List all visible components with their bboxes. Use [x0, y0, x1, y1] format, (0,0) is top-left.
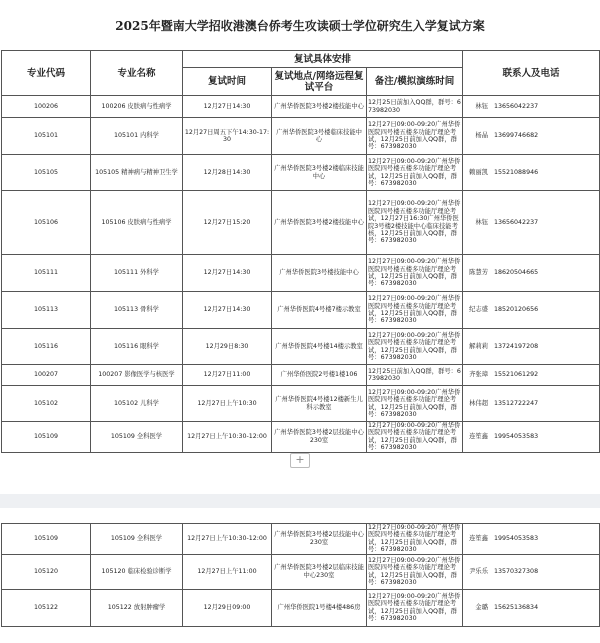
contact-name: 尹乐乐 — [469, 567, 488, 575]
table-body — [2, 96, 600, 453]
table-row — [2, 155, 600, 191]
cell-code: 105101 — [2, 118, 91, 155]
cell-contact — [463, 422, 600, 453]
contact-name: 连笙鑫 — [469, 535, 488, 543]
table-row — [2, 96, 600, 118]
contact-phone: 15521088946 — [494, 168, 539, 176]
table-row — [2, 589, 600, 626]
header-code: 专业代码 — [2, 51, 91, 96]
cell-code: 105122 — [2, 589, 91, 626]
contact-name: 纪志盛 — [469, 306, 489, 314]
cell-note: 12月27日09:00-09:20广州华侨医院四号楼五楼多功能厅理论考试，12月25日前加入QQ群，群号：673982030 — [367, 118, 463, 155]
cell-code: 105102 — [2, 386, 91, 422]
cell-note: 12月25日前加入QQ群，群号：673982030 — [367, 365, 463, 386]
cell-contact — [463, 554, 600, 589]
cell-code: 105120 — [2, 554, 91, 589]
cell-note: 12月27日09:00-09:20广州华侨医院四号楼五楼多功能厅理论考试，12月25日前加入QQ群，群号：673982030 — [367, 524, 463, 555]
contact-phone: 18620504665 — [494, 269, 539, 277]
cell-note: 12月27日09:00-09:20广州华侨医院四号楼五楼多功能厅理论考试，12月25日前加入QQ群，群号：673982030 — [367, 255, 463, 292]
cell-time: 12月27日14:30 — [183, 96, 272, 118]
cell-contact — [463, 524, 600, 555]
cell-time: 12月27日上午11:00 — [183, 554, 272, 589]
contact-phone: 15521061292 — [494, 371, 539, 379]
cell-time: 12月27日15:20 — [183, 191, 272, 255]
cell-time: 12月28日14:30 — [183, 155, 272, 191]
cell-code: 100207 — [2, 365, 91, 386]
cell-location: 广州华侨医院1号楼4楼486房 — [272, 589, 367, 626]
cell-time: 12月27日11:00 — [183, 365, 272, 386]
contact-name: 齐张璋 — [469, 371, 489, 379]
cell-location: 广州华侨医院3号楼2层技能中心230室 — [272, 422, 367, 453]
cell-code: 105106 — [2, 191, 91, 255]
cell-location: 广州华侨医院4号楼12楼新生儿科示教室 — [272, 386, 367, 422]
cell-major: 100206 皮肤病与性病学 — [91, 96, 183, 118]
cell-location: 广州华侨医院3号楼2楼技能中心 — [272, 191, 367, 255]
cell-location: 广州华侨医院3号楼2楼临床技能中心 — [272, 155, 367, 191]
cell-contact — [463, 365, 600, 386]
cell-contact — [463, 589, 600, 626]
cell-contact — [463, 191, 600, 255]
cell-location: 广州华侨医院4号楼14楼示教室 — [272, 329, 367, 365]
cell-note: 12月27日09:00-09:20广州华侨医院四号楼五楼多功能厅理论考试，12月25日前加入QQ群，群号：673982030 — [367, 292, 463, 329]
cell-major: 105102 儿科学 — [91, 386, 183, 422]
cell-time: 12月27日上午10:30 — [183, 386, 272, 422]
table-row — [2, 365, 600, 386]
table-row — [2, 292, 600, 329]
contact-name: 陈慧芳 — [469, 269, 489, 277]
cell-contact — [463, 118, 600, 155]
contact-phone: 19954053583 — [494, 433, 539, 441]
table-row — [2, 118, 600, 155]
cell-code: 105109 — [2, 524, 91, 555]
contact-phone: 13656042237 — [494, 218, 539, 226]
cell-time: 12月27日周五下午14:30-17:30 — [183, 118, 272, 155]
contact-phone: 13512722247 — [494, 399, 539, 407]
header-time: 复试时间 — [183, 68, 272, 96]
table-body-continued — [2, 524, 600, 627]
cell-location: 广州华侨医院3号楼临床技能中心 — [272, 118, 367, 155]
cell-contact — [463, 329, 600, 365]
cell-note: 12月27日09:00-09:20广州华侨医院四号楼五楼多功能厅理论考试，12月25日前加入QQ群，群号：673982030 — [367, 422, 463, 453]
cell-major: 105113 骨科学 — [91, 292, 183, 329]
contact-name: 林钰 — [475, 102, 489, 110]
cell-location: 广州华侨医院3号楼2楼技能中心 — [272, 96, 367, 118]
table-row — [2, 329, 600, 365]
contact-phone: 13570327308 — [494, 567, 539, 575]
cell-time: 12月27日上午10:30-12:00 — [183, 422, 272, 453]
table-row — [2, 422, 600, 453]
cell-note: 12月27日09:00-09:20广州华侨医院四号楼五楼多功能厅理论考试，12月25日前加入QQ群，群号：673982030 — [367, 386, 463, 422]
cell-note: 12月27日09:00-09:20广州华侨医院四号楼五楼多功能厅理论考试，12月25日前加入QQ群，群号：673982030 — [367, 589, 463, 626]
contact-phone: 18520120656 — [494, 306, 539, 314]
cell-contact — [463, 155, 600, 191]
contact-phone: 15625136834 — [494, 603, 539, 611]
contact-name: 杨晶 — [475, 132, 489, 140]
cell-note: 12月27日09:00-09:20广州华侨医院四号楼五楼多功能厅理论考试，12月25日前加入QQ群，群号：673982030 — [367, 554, 463, 589]
cell-major: 105106 皮肤病与性病学 — [91, 191, 183, 255]
exam-schedule-table — [1, 50, 600, 453]
cell-time: 12月27日14:30 — [183, 292, 272, 329]
add-row-button[interactable]: + — [290, 453, 310, 468]
cell-contact — [463, 96, 600, 118]
cell-note: 12月27日09:00-09:20广州华侨医院四号楼五楼多功能厅理论考试，12月25日前加入QQ群，群号：673982030 — [367, 329, 463, 365]
cell-location: 广州华侨医院3号楼技能中心 — [272, 255, 367, 292]
cell-note: 12月25日前加入QQ群，群号：673982030 — [367, 96, 463, 118]
cell-major: 105105 精神病与精神卫生学 — [91, 155, 183, 191]
cell-location: 广州华侨医院3号楼2层临床技能中心230室 — [272, 554, 367, 589]
contact-name: 林钰 — [475, 218, 489, 226]
header-arrangement: 复试具体安排 — [183, 51, 463, 68]
cell-code: 105109 — [2, 422, 91, 453]
cell-note: 12月27日09:00-09:20广州华侨医院四号楼五楼多功能厅理论考试，12月25日前加入QQ群，群号：673982030 — [367, 155, 463, 191]
cell-major: 100207 影像医学与核医学 — [91, 365, 183, 386]
contact-phone: 19954053583 — [494, 535, 539, 543]
header-major: 专业名称 — [91, 51, 183, 96]
cell-contact — [463, 386, 600, 422]
cell-code: 105113 — [2, 292, 91, 329]
header-note: 备注/模拟演练时间 — [367, 68, 463, 96]
contact-phone: 13724197208 — [494, 342, 539, 350]
cell-major: 105101 内科学 — [91, 118, 183, 155]
cell-major: 105111 外科学 — [91, 255, 183, 292]
contact-phone: 13699746682 — [494, 132, 539, 140]
cell-code: 105116 — [2, 329, 91, 365]
page-break — [0, 494, 600, 508]
cell-location: 广州华侨医院4号楼7楼示教室 — [272, 292, 367, 329]
table-row — [2, 524, 600, 555]
cell-major: 105120 临床检验诊断学 — [91, 554, 183, 589]
header-contact: 联系人及电话 — [463, 51, 600, 96]
cell-code: 105111 — [2, 255, 91, 292]
table-row — [2, 191, 600, 255]
cell-major: 105122 放射肿瘤学 — [91, 589, 183, 626]
contact-name: 赖丽凯 — [469, 168, 489, 176]
table-row — [2, 554, 600, 589]
contact-name: 连笙鑫 — [469, 433, 489, 441]
cell-time: 12月29日8:30 — [183, 329, 272, 365]
cell-major: 105109 全科医学 — [91, 422, 183, 453]
document-title: 2025年暨南大学招收港澳台侨考生攻读硕士学位研究生入学复试方案 — [115, 19, 485, 33]
cell-code: 100206 — [2, 96, 91, 118]
header-location: 复试地点/网络远程复试平台 — [272, 68, 367, 96]
cell-time: 12月27日上午10:30-12:00 — [183, 524, 272, 555]
cell-major: 105116 眼科学 — [91, 329, 183, 365]
table-row — [2, 255, 600, 292]
cell-note: 12月27日09:00-09:20广州华侨医院四号楼五楼多功能厅理论考试，12月27日16:30广州华侨医院3号楼2楼技能中心临床技能考核，12月25日前加入QQ群，群号：673982030 — [367, 191, 463, 255]
cell-contact — [463, 292, 600, 329]
cell-time: 12月29日09:00 — [183, 589, 272, 626]
cell-code: 105105 — [2, 155, 91, 191]
cell-major: 105109 全科医学 — [91, 524, 183, 555]
contact-phone: 13656042237 — [494, 102, 539, 110]
contact-name: 金璐 — [475, 603, 488, 611]
contact-name: 林伟超 — [469, 399, 489, 407]
exam-schedule-table-continued — [1, 523, 600, 627]
cell-contact — [463, 255, 600, 292]
table-row — [2, 386, 600, 422]
contact-name: 解莉莉 — [469, 342, 489, 350]
cell-time: 12月27日14:30 — [183, 255, 272, 292]
cell-location: 广州华侨医院2号楼1楼106 — [272, 365, 367, 386]
cell-location: 广州华侨医院3号楼2层技能中心230室 — [272, 524, 367, 555]
